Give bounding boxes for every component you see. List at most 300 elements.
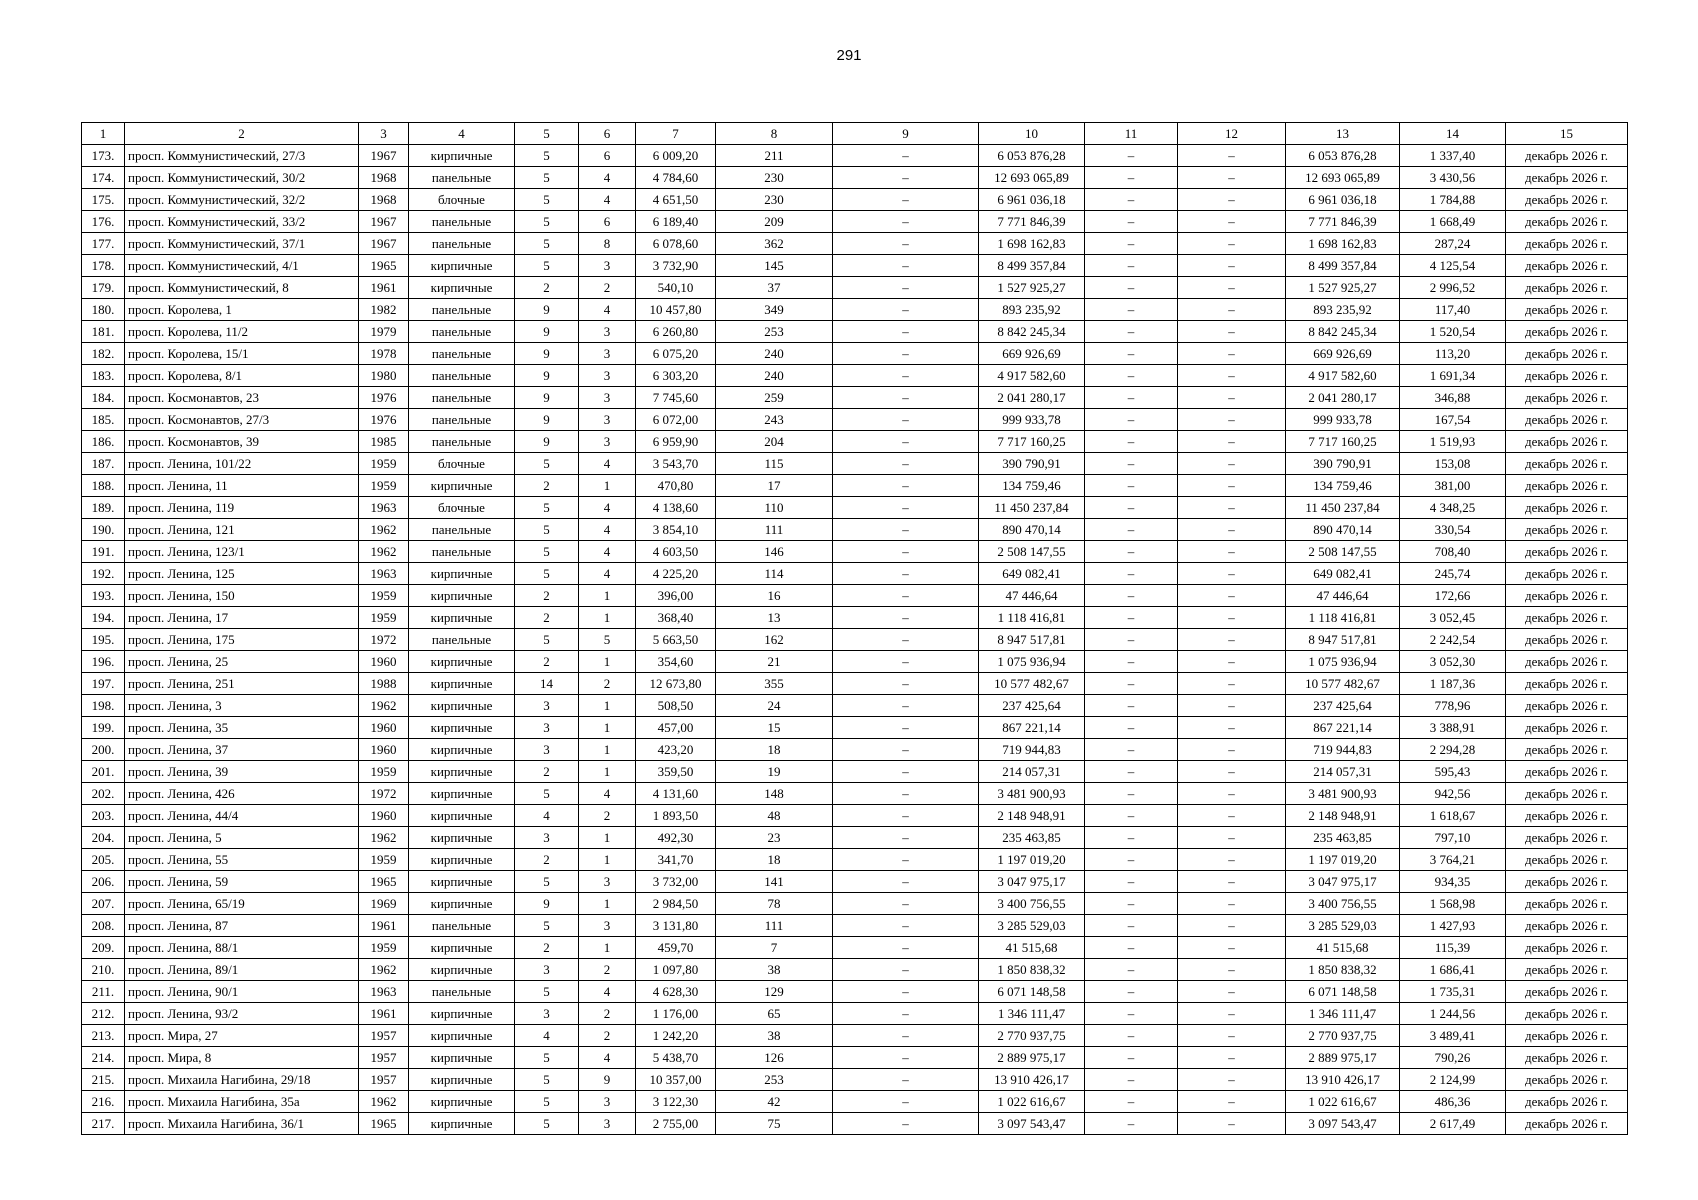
table-cell: просп. Мира, 27 — [125, 1025, 359, 1047]
table-cell: 134 759,46 — [979, 475, 1085, 497]
table-cell: 47 446,64 — [979, 585, 1085, 607]
table-cell: кирпичные — [409, 827, 515, 849]
table-cell: 5 663,50 — [636, 629, 716, 651]
table-row — [82, 541, 1628, 563]
table-cell: 3 400 756,55 — [979, 893, 1085, 915]
table-cell: 1961 — [359, 1003, 409, 1025]
table-cell: – — [1085, 255, 1178, 277]
table-cell: 3 — [515, 717, 579, 739]
table-cell: декабрь 2026 г. — [1506, 827, 1628, 849]
table-cell: – — [833, 1025, 979, 1047]
table-cell: 18 — [716, 849, 833, 871]
table-cell: 178. — [82, 255, 125, 277]
table-cell: – — [833, 893, 979, 915]
table-cell: 4 131,60 — [636, 783, 716, 805]
table-cell: – — [1085, 805, 1178, 827]
table-cell: – — [1178, 299, 1286, 321]
table-cell: панельные — [409, 629, 515, 651]
table-cell: просп. Михаила Нагибина, 36/1 — [125, 1113, 359, 1135]
table-cell: 205. — [82, 849, 125, 871]
table-cell: 1 520,54 — [1400, 321, 1506, 343]
table-cell: кирпичные — [409, 255, 515, 277]
table-cell: 890 470,14 — [1286, 519, 1400, 541]
table-cell: 287,24 — [1400, 233, 1506, 255]
table-cell: 1 735,31 — [1400, 981, 1506, 1003]
table-cell: 6 071 148,58 — [979, 981, 1085, 1003]
table-cell: 193. — [82, 585, 125, 607]
table-cell: декабрь 2026 г. — [1506, 761, 1628, 783]
table-cell: 129 — [716, 981, 833, 1003]
table-cell: 359,50 — [636, 761, 716, 783]
table-cell: 7 771 846,39 — [1286, 211, 1400, 233]
table-cell: 2 148 948,91 — [979, 805, 1085, 827]
table-cell: 10 577 482,67 — [979, 673, 1085, 695]
table-cell: просп. Ленина, 59 — [125, 871, 359, 893]
column-header: 5 — [515, 123, 579, 145]
table-cell: кирпичные — [409, 959, 515, 981]
table-cell: 240 — [716, 343, 833, 365]
column-header: 6 — [579, 123, 636, 145]
table-cell: панельные — [409, 387, 515, 409]
table-cell: 9 — [515, 409, 579, 431]
table-cell: – — [1178, 827, 1286, 849]
table-cell: 1985 — [359, 431, 409, 453]
table-row — [82, 695, 1628, 717]
table-cell: 1 346 111,47 — [979, 1003, 1085, 1025]
table-cell: 2 — [515, 585, 579, 607]
table-cell: кирпичные — [409, 849, 515, 871]
table-cell: – — [833, 167, 979, 189]
table-cell: – — [833, 255, 979, 277]
table-cell: – — [1178, 167, 1286, 189]
table-cell: 362 — [716, 233, 833, 255]
table-cell: 212. — [82, 1003, 125, 1025]
table-cell: 1982 — [359, 299, 409, 321]
table-cell: 368,40 — [636, 607, 716, 629]
table-cell: 1963 — [359, 497, 409, 519]
table-cell: 999 933,78 — [979, 409, 1085, 431]
table-cell: декабрь 2026 г. — [1506, 343, 1628, 365]
table-cell: кирпичные — [409, 739, 515, 761]
table-cell: 215. — [82, 1069, 125, 1091]
table-cell: просп. Космонавтов, 23 — [125, 387, 359, 409]
table-cell: 1 197 019,20 — [979, 849, 1085, 871]
table-cell: – — [1085, 607, 1178, 629]
table-cell: декабрь 2026 г. — [1506, 1025, 1628, 1047]
table-cell: 1965 — [359, 1113, 409, 1135]
column-header: 10 — [979, 123, 1085, 145]
table-cell: – — [1085, 1069, 1178, 1091]
table-cell: 114 — [716, 563, 833, 585]
table-cell: – — [833, 739, 979, 761]
table-cell: 5 — [515, 783, 579, 805]
table-row — [82, 167, 1628, 189]
table-cell: просп. Ленина, 101/22 — [125, 453, 359, 475]
table-cell: 7 745,60 — [636, 387, 716, 409]
table-cell: 217. — [82, 1113, 125, 1135]
table-cell: – — [1085, 299, 1178, 321]
table-cell: 1 022 616,67 — [1286, 1091, 1400, 1113]
table-cell: 7 771 846,39 — [979, 211, 1085, 233]
table-cell: – — [1178, 871, 1286, 893]
table-cell: декабрь 2026 г. — [1506, 849, 1628, 871]
table-cell: 162 — [716, 629, 833, 651]
table-cell: просп. Ленина, 121 — [125, 519, 359, 541]
table-cell: панельные — [409, 233, 515, 255]
table-cell: 2 508 147,55 — [1286, 541, 1400, 563]
table-cell: 3 — [579, 409, 636, 431]
table-cell: 8 842 245,34 — [1286, 321, 1400, 343]
table-cell: 4 — [579, 563, 636, 585]
table-cell: 10 357,00 — [636, 1069, 716, 1091]
table-cell: декабрь 2026 г. — [1506, 1091, 1628, 1113]
table-cell: 4 784,60 — [636, 167, 716, 189]
table-cell: – — [1085, 145, 1178, 167]
table-cell: кирпичные — [409, 717, 515, 739]
table-cell: – — [833, 607, 979, 629]
table-cell: 4 — [579, 519, 636, 541]
table-cell: 330,54 — [1400, 519, 1506, 541]
table-cell: 1 618,67 — [1400, 805, 1506, 827]
table-cell: 1967 — [359, 211, 409, 233]
table-cell: 210. — [82, 959, 125, 981]
table-cell: 893 235,92 — [979, 299, 1085, 321]
table-cell: блочные — [409, 497, 515, 519]
table-cell: 1967 — [359, 233, 409, 255]
table-cell: кирпичные — [409, 1091, 515, 1113]
table-cell: 1 075 936,94 — [979, 651, 1085, 673]
table-cell: – — [1178, 937, 1286, 959]
table-cell: 423,20 — [636, 739, 716, 761]
table-cell: – — [1178, 761, 1286, 783]
table-cell: – — [1178, 277, 1286, 299]
table-cell: просп. Ленина, 35 — [125, 717, 359, 739]
table-cell: 3 097 543,47 — [1286, 1113, 1400, 1135]
table-cell: 2 984,50 — [636, 893, 716, 915]
table-cell: блочные — [409, 189, 515, 211]
table-row — [82, 761, 1628, 783]
table-cell: декабрь 2026 г. — [1506, 1113, 1628, 1135]
table-cell: 4 225,20 — [636, 563, 716, 585]
table-cell: декабрь 2026 г. — [1506, 453, 1628, 475]
table-cell: 191. — [82, 541, 125, 563]
table-cell: – — [833, 145, 979, 167]
table-cell: 204 — [716, 431, 833, 453]
table-cell: – — [833, 651, 979, 673]
table-cell: 1 346 111,47 — [1286, 1003, 1400, 1025]
table-cell: просп. Коммунистический, 32/2 — [125, 189, 359, 211]
table-cell: 5 — [515, 167, 579, 189]
table-cell: 187. — [82, 453, 125, 475]
table-cell: панельные — [409, 299, 515, 321]
table-cell: просп. Ленина, 119 — [125, 497, 359, 519]
table-cell: декабрь 2026 г. — [1506, 893, 1628, 915]
table-cell: – — [1178, 607, 1286, 629]
table-cell: 1960 — [359, 651, 409, 673]
table-cell: – — [1178, 255, 1286, 277]
table-cell: 5 — [515, 145, 579, 167]
table-cell: – — [1178, 475, 1286, 497]
table-cell: – — [833, 233, 979, 255]
table-cell: 492,30 — [636, 827, 716, 849]
table-cell: кирпичные — [409, 1003, 515, 1025]
table-cell: 3 — [579, 365, 636, 387]
table-cell: – — [1085, 585, 1178, 607]
table-cell: 240 — [716, 365, 833, 387]
table-cell: 15 — [716, 717, 833, 739]
table-cell: 176. — [82, 211, 125, 233]
table-cell: декабрь 2026 г. — [1506, 937, 1628, 959]
table-cell: – — [1085, 541, 1178, 563]
table-cell: – — [1085, 1113, 1178, 1135]
table-cell: просп. Королева, 1 — [125, 299, 359, 321]
table-cell: 1962 — [359, 695, 409, 717]
table-cell: 213. — [82, 1025, 125, 1047]
table-cell: 6 078,60 — [636, 233, 716, 255]
table-cell: 3 388,91 — [1400, 717, 1506, 739]
table-cell: декабрь 2026 г. — [1506, 321, 1628, 343]
table-cell: просп. Ленина, 55 — [125, 849, 359, 871]
table-cell: 12 693 065,89 — [1286, 167, 1400, 189]
table-cell: 65 — [716, 1003, 833, 1025]
table-cell: кирпичные — [409, 937, 515, 959]
table-cell: 4 — [579, 497, 636, 519]
table-cell: 8 842 245,34 — [979, 321, 1085, 343]
table-row — [82, 959, 1628, 981]
table-cell: 2 — [579, 277, 636, 299]
table-cell: 115 — [716, 453, 833, 475]
table-cell: 1968 — [359, 189, 409, 211]
table-cell: 1 698 162,83 — [979, 233, 1085, 255]
table-cell: 1988 — [359, 673, 409, 695]
table-cell: 3 489,41 — [1400, 1025, 1506, 1047]
table-cell: 1976 — [359, 387, 409, 409]
table-row — [82, 431, 1628, 453]
table-cell: 195. — [82, 629, 125, 651]
table-cell: – — [1085, 1025, 1178, 1047]
table-cell: 5 — [515, 453, 579, 475]
table-cell: – — [1085, 1091, 1178, 1113]
table-row — [82, 211, 1628, 233]
table-cell: 1 784,88 — [1400, 189, 1506, 211]
table-cell: – — [833, 1003, 979, 1025]
table-cell: просп. Ленина, 93/2 — [125, 1003, 359, 1025]
table-cell: 1 — [579, 475, 636, 497]
table-cell: – — [1085, 739, 1178, 761]
table-cell: кирпичные — [409, 871, 515, 893]
table-row — [82, 1113, 1628, 1135]
table-cell: декабрь 2026 г. — [1506, 299, 1628, 321]
table-cell: кирпичные — [409, 695, 515, 717]
table-cell: 2 889 975,17 — [1286, 1047, 1400, 1069]
table-cell: декабрь 2026 г. — [1506, 519, 1628, 541]
table-cell: просп. Ленина, 89/1 — [125, 959, 359, 981]
table-cell: декабрь 2026 г. — [1506, 651, 1628, 673]
table-cell: просп. Ленина, 88/1 — [125, 937, 359, 959]
table-cell: 10 577 482,67 — [1286, 673, 1400, 695]
table-cell: кирпичные — [409, 651, 515, 673]
table-row — [82, 1091, 1628, 1113]
table-cell: просп. Ленина, 17 — [125, 607, 359, 629]
table-cell: 1 118 416,81 — [1286, 607, 1400, 629]
table-cell: 3 543,70 — [636, 453, 716, 475]
table-cell: 9 — [515, 431, 579, 453]
table-header-row — [82, 123, 1628, 145]
table-cell: декабрь 2026 г. — [1506, 475, 1628, 497]
table-cell: 3 — [579, 321, 636, 343]
table-cell: – — [1178, 519, 1286, 541]
table-cell: 3 — [515, 1003, 579, 1025]
table-cell: 214. — [82, 1047, 125, 1069]
table-cell: кирпичные — [409, 761, 515, 783]
table-cell: 182. — [82, 343, 125, 365]
table-cell: 23 — [716, 827, 833, 849]
table-cell: 459,70 — [636, 937, 716, 959]
table-cell: 1961 — [359, 915, 409, 937]
table-cell: кирпичные — [409, 563, 515, 585]
column-header: 3 — [359, 123, 409, 145]
table-cell: 174. — [82, 167, 125, 189]
table-cell: 4 348,25 — [1400, 497, 1506, 519]
table-cell: декабрь 2026 г. — [1506, 277, 1628, 299]
table-cell: 4 — [579, 783, 636, 805]
table-cell: – — [833, 1091, 979, 1113]
table-cell: кирпичные — [409, 277, 515, 299]
table-cell: панельные — [409, 915, 515, 937]
table-cell: 390 790,91 — [979, 453, 1085, 475]
table-cell: – — [1085, 167, 1178, 189]
table-cell: 1968 — [359, 167, 409, 189]
table-cell: 1 691,34 — [1400, 365, 1506, 387]
table-row — [82, 365, 1628, 387]
table-cell: просп. Ленина, 39 — [125, 761, 359, 783]
table-cell: просп. Коммунистический, 33/2 — [125, 211, 359, 233]
table-cell: 6 053 876,28 — [979, 145, 1085, 167]
table-cell: 5 — [515, 1047, 579, 1069]
table-cell: – — [1085, 695, 1178, 717]
table-cell: 790,26 — [1400, 1047, 1506, 1069]
table-cell: 1972 — [359, 629, 409, 651]
table-cell: – — [1085, 651, 1178, 673]
table-cell: 230 — [716, 189, 833, 211]
table-row — [82, 563, 1628, 585]
table-cell: 1961 — [359, 277, 409, 299]
table-cell: 390 790,91 — [1286, 453, 1400, 475]
table-cell: декабрь 2026 г. — [1506, 365, 1628, 387]
table-cell: 1 097,80 — [636, 959, 716, 981]
table-cell: 3 122,30 — [636, 1091, 716, 1113]
table-cell: 1 — [579, 827, 636, 849]
table-cell: 5 — [515, 211, 579, 233]
table-cell: 5 — [515, 1069, 579, 1091]
table-cell: – — [833, 299, 979, 321]
table-cell: 4 628,30 — [636, 981, 716, 1003]
table-cell: 47 446,64 — [1286, 585, 1400, 607]
table-cell: – — [1085, 893, 1178, 915]
table-cell: 207. — [82, 893, 125, 915]
table-cell: 4 917 582,60 — [1286, 365, 1400, 387]
table-cell: 1 893,50 — [636, 805, 716, 827]
table-cell: 75 — [716, 1113, 833, 1135]
table-cell: 198. — [82, 695, 125, 717]
table-cell: 197. — [82, 673, 125, 695]
table-cell: 6 — [579, 145, 636, 167]
table-cell: 5 — [515, 519, 579, 541]
table-cell: 186. — [82, 431, 125, 453]
table-cell: 396,00 — [636, 585, 716, 607]
table-cell: просп. Космонавтов, 27/3 — [125, 409, 359, 431]
table-row — [82, 453, 1628, 475]
table-cell: – — [1085, 343, 1178, 365]
table-cell: кирпичные — [409, 1113, 515, 1135]
table-cell: 3 481 900,93 — [1286, 783, 1400, 805]
table-cell: декабрь 2026 г. — [1506, 959, 1628, 981]
table-row — [82, 585, 1628, 607]
table-cell: 470,80 — [636, 475, 716, 497]
table-cell: – — [833, 1047, 979, 1069]
table-cell: декабрь 2026 г. — [1506, 211, 1628, 233]
table-cell: 3 732,90 — [636, 255, 716, 277]
table-cell: 206. — [82, 871, 125, 893]
table-cell: – — [833, 453, 979, 475]
table-row — [82, 409, 1628, 431]
table-cell: 1 075 936,94 — [1286, 651, 1400, 673]
table-cell: 110 — [716, 497, 833, 519]
table-cell: – — [833, 937, 979, 959]
table-cell: 153,08 — [1400, 453, 1506, 475]
table-cell: просп. Ленина, 5 — [125, 827, 359, 849]
table-cell: – — [1178, 343, 1286, 365]
table-cell: 1960 — [359, 805, 409, 827]
table-cell: – — [833, 321, 979, 343]
table-cell: – — [833, 387, 979, 409]
table-cell: 11 450 237,84 — [979, 497, 1085, 519]
table-cell: – — [833, 717, 979, 739]
table-cell: 1 698 162,83 — [1286, 233, 1400, 255]
table-cell: панельные — [409, 211, 515, 233]
table-cell: 2 — [579, 673, 636, 695]
table-cell: 1959 — [359, 453, 409, 475]
table-cell: декабрь 2026 г. — [1506, 189, 1628, 211]
table-cell: 194. — [82, 607, 125, 629]
table-cell: – — [1178, 849, 1286, 871]
table-cell: кирпичные — [409, 145, 515, 167]
table-cell: 2 — [515, 651, 579, 673]
table-cell: 41 515,68 — [1286, 937, 1400, 959]
table-cell: 3 — [579, 1113, 636, 1135]
table-row — [82, 739, 1628, 761]
table-cell: 9 — [515, 387, 579, 409]
table-row — [82, 519, 1628, 541]
table-cell: кирпичные — [409, 475, 515, 497]
table-cell: 6 071 148,58 — [1286, 981, 1400, 1003]
table-cell: декабрь 2026 г. — [1506, 695, 1628, 717]
table-cell: 17 — [716, 475, 833, 497]
table-row — [82, 871, 1628, 893]
table-cell: декабрь 2026 г. — [1506, 607, 1628, 629]
table-cell: – — [1178, 981, 1286, 1003]
table-cell: 8 947 517,81 — [1286, 629, 1400, 651]
table-cell: просп. Ленина, 44/4 — [125, 805, 359, 827]
table-cell: 13 910 426,17 — [979, 1069, 1085, 1091]
table-cell: 10 457,80 — [636, 299, 716, 321]
table-cell: декабрь 2026 г. — [1506, 717, 1628, 739]
table-cell: 2 889 975,17 — [979, 1047, 1085, 1069]
table-cell: 38 — [716, 1025, 833, 1047]
table-cell: просп. Михаила Нагибина, 29/18 — [125, 1069, 359, 1091]
table-cell: 3 052,30 — [1400, 651, 1506, 673]
table-cell: 1 850 838,32 — [979, 959, 1085, 981]
